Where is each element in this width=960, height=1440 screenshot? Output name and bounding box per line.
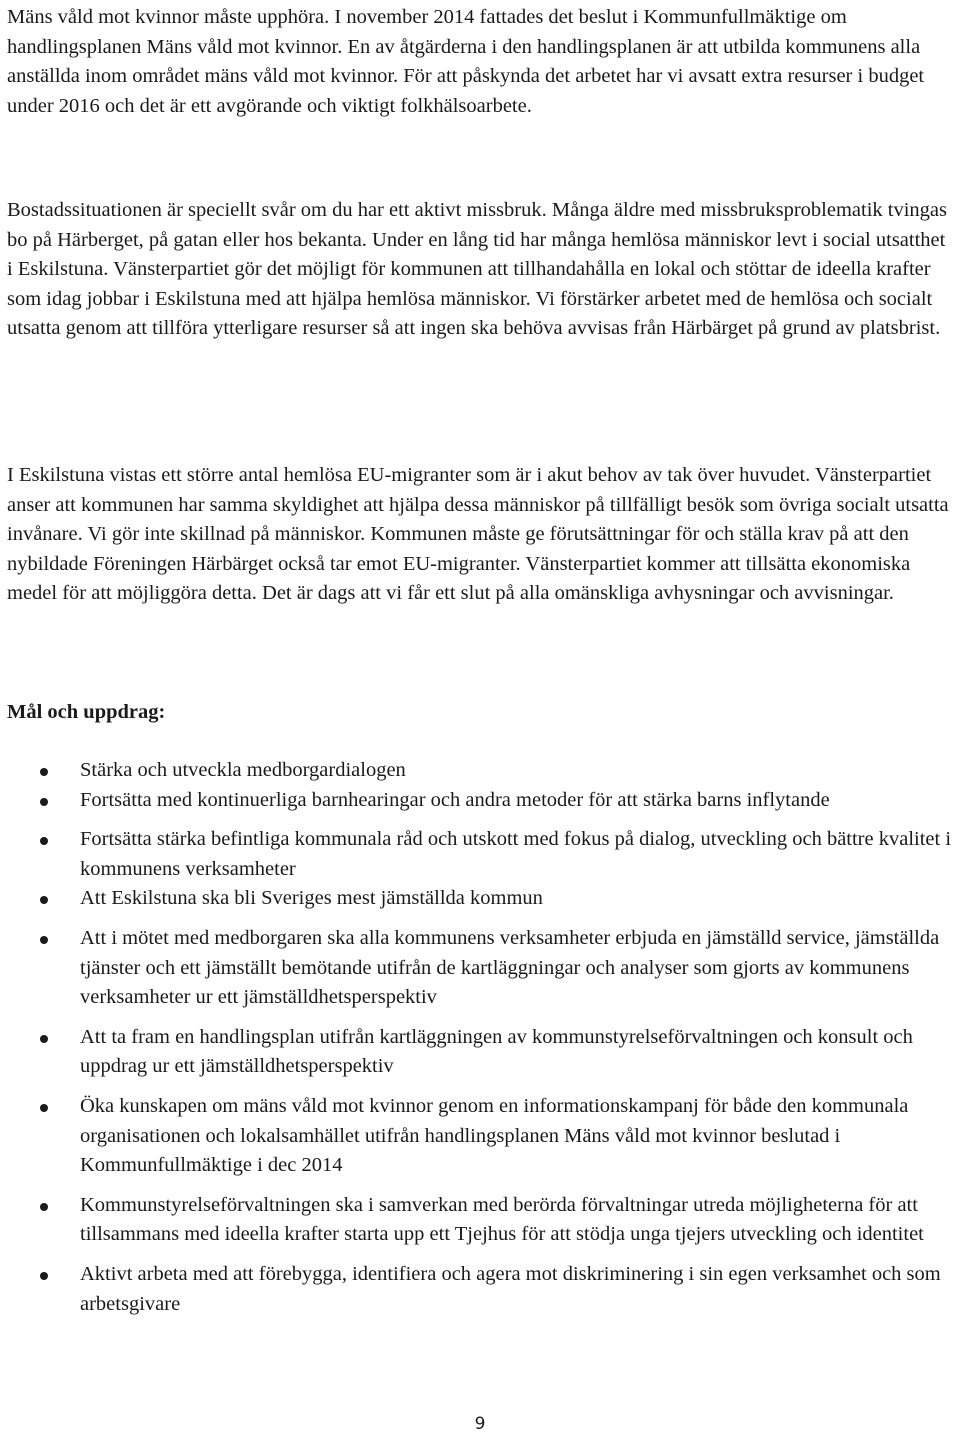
bullet-icon	[40, 1203, 48, 1211]
bullet-icon	[40, 768, 48, 776]
paragraph-eu-migrants: I Eskilstuna vistas ett större antal hemlösa EU-migranter som är i akut behov av tak över huvudet. Vänsterpartiet anser att kommunen har samma skyldighet att hjälpa dessa människor på tillfälligt besök som övriga socialt utsatta invånare. Vi gör inte skillnad på människor. Kommunen måste ge förutsättningar för och ställa krav på att den nybildade Föreningen Härbärget också tar emot EU-migranter. Vänsterpartiet kommer att tillsätta ekonomiska medel för att möjliggöra detta. Det är dags att vi får ett slut på alla omänskliga avhysningar och avvisningar.	[7, 464, 949, 605]
list-item	[7, 1023, 955, 1082]
list-item-text: Aktivt arbeta med att förebygga, identifiera och agera mot diskriminering i sin egen verksamhet och som arbetsgivare	[80, 1262, 941, 1315]
bullet-icon	[40, 1272, 48, 1280]
bullet-icon	[40, 798, 48, 806]
bullet-icon	[40, 896, 48, 904]
list-item-text: Stärka och utveckla medborgardialogen	[80, 759, 406, 781]
list-item-text: Att i mötet med medborgaren ska alla kommunens verksamheter erbjuda en jämställd service, jämställda tjänster och ett jämställt bemötande utifrån de kartläggningar och analyser som gjorts av kommunens verksamheter ur ett jämställdhetsperspektiv	[80, 926, 940, 1009]
list-item-text: Fortsätta med kontinuerliga barnhearingar och andra metoder för att stärka barns inflytande	[80, 788, 830, 811]
list-item-text: Fortsätta stärka befintliga kommunala råd och utskott med fokus på dialog, utveckling och bättre kvalitet i kommunens verksamheter	[80, 828, 952, 880]
bullet-icon	[40, 1035, 48, 1043]
list-item	[7, 756, 955, 786]
list-item-text: Att ta fram en handlingsplan utifrån kartläggningen av kommunstyrelseförvaltningen och konsult och uppdrag ur ett jämställdhetsperspektiv	[80, 1025, 913, 1078]
paragraph-violence-against-women: Mäns våld mot kvinnor måste upphöra. I november 2014 fattades det beslut i Kommunfullmäktige om handlingsplanen Mäns våld mot kvinnor. En av åtgärderna i den handlingsplanen är att utbilda kommunens alla anställda inom området mäns våld mot kvinnor. För att påskynda det arbetet har vi avsatt extra resurser i budget under 2016 och det är ett avgörande och viktigt folkhälsoarbete.	[7, 6, 925, 117]
list-item	[7, 924, 955, 1013]
bullet-icon	[40, 1104, 48, 1112]
list-item-text: Öka kunskapen om mäns våld mot kvinnor genom en informationskampanj för både den kommunala organisationen och lokalsamhället utifrån handlingsplanen Mäns våld mot kvinnor beslutad i Kommunfullmäktige i dec 2014	[80, 1094, 909, 1177]
bullet-icon	[40, 837, 48, 845]
paragraph-housing-situation: Bostadssituationen är speciellt svår om du har ett aktivt missbruk. Många äldre med missbruksproblematik tvingas bo på Härberget, på gatan eller hos bekanta. Under en lång tid har många hemlösa människor levt i social utsatthet i Eskilstuna. Vänsterpartiet gör det möjligt för kommunen att tillhandahålla en lokal och stöttar de ideella krafter som idag jobbar i Eskilstuna med att hjälpa hemlösa människor. Vi förstärker arbetet med de hemlösa och socialt utsatta genom att tillföra ytterligare resurser så att ingen ska behöva avvisas från Härbärget på grund av platsbrist.	[7, 199, 947, 340]
bullet-icon	[40, 936, 48, 944]
goals-list	[7, 756, 955, 1319]
list-item-text: Att Eskilstuna ska bli Sveriges mest jämställda kommun	[80, 887, 543, 910]
list-item	[7, 884, 955, 914]
list-item	[7, 1260, 955, 1319]
list-item	[7, 786, 955, 816]
list-item	[7, 1191, 955, 1250]
page-number: 9	[474, 1414, 486, 1434]
list-item	[7, 825, 955, 884]
goals-heading: Mål och uppdrag:	[7, 701, 166, 723]
list-item-text: Kommunstyrelseförvaltningen ska i samverkan med berörda förvaltningar utreda möjligheterna för att tillsammans med ideella krafter starta upp ett Tjejhus för att stödja unga tjejers utveckling och identitet	[80, 1193, 924, 1246]
list-item	[7, 1092, 955, 1181]
